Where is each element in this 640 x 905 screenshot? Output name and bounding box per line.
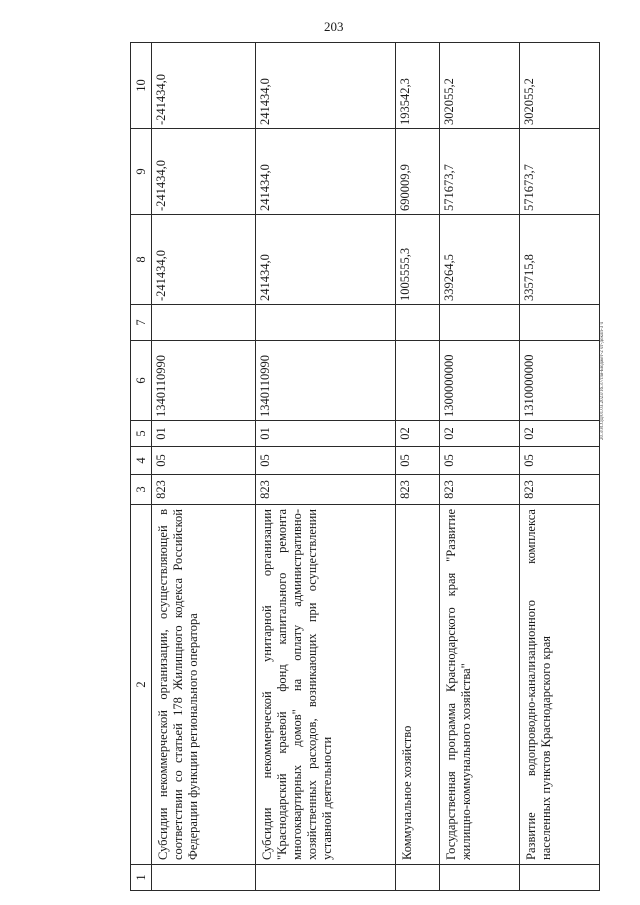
- cell-subsection-code: 01: [256, 421, 396, 447]
- cell-amount-3: 302055,2: [520, 43, 600, 129]
- cell-amount-2: 241434,0: [256, 129, 396, 215]
- cell-section-code: 05: [396, 447, 440, 475]
- budget-table-rotated: [130, 43, 600, 891]
- cell-amount-3: 302055,2: [440, 43, 520, 129]
- cell-expense-type: [440, 305, 520, 341]
- cell-amount-3: 193542,3: [396, 43, 440, 129]
- cell-amount-1: 1005555,3: [396, 215, 440, 305]
- row-description: Коммунальное хозяйство: [396, 505, 440, 865]
- header-cell: 5: [131, 421, 152, 447]
- cell-amount-2: 571673,7: [440, 129, 520, 215]
- cell-expense-type: [256, 305, 396, 341]
- cell-expense-type: [396, 305, 440, 341]
- cell-target-code: 1310000000: [520, 341, 600, 421]
- cell-ministry-code: 823: [396, 475, 440, 505]
- cell-amount-3: 241434,0: [256, 43, 396, 129]
- cell-section-code: 05: [520, 447, 600, 475]
- cell-expense-type: [520, 305, 600, 341]
- header-cell: 8: [131, 215, 152, 305]
- row-description: Развитие водопроводно-канализационного комплекса населенных пунктов Краснодарского края: [520, 505, 600, 865]
- table-row: [256, 43, 396, 891]
- cell-amount-2: 690009,9: [396, 129, 440, 215]
- cell-subsection-code: 02: [520, 421, 600, 447]
- cell-amount-1: 335715,8: [520, 215, 600, 305]
- cell-subsection-code: 01: [152, 421, 256, 447]
- cell-ministry-code: 823: [520, 475, 600, 505]
- header-cell: 2: [131, 505, 152, 865]
- table-row: [152, 43, 256, 891]
- header-cell: 1: [131, 865, 152, 891]
- header-cell: 6: [131, 341, 152, 421]
- row-description: Субсидии некоммерческой организации, осуществляющей в соответствии со статьей 178 Жилищного кодекса Российской Федерации функции регионального оператора: [152, 505, 256, 865]
- header-cell: 4: [131, 447, 152, 475]
- table-row: [520, 43, 600, 891]
- cell-ministry-code: 823: [152, 475, 256, 505]
- cell-expense-type: [152, 305, 256, 341]
- budget-table: [130, 42, 600, 891]
- cell-amount-2: 571673,7: [520, 129, 600, 215]
- cell-col1: [520, 865, 600, 891]
- document-footer-code: 20.3/ЗСОД/01.03.2023/16.37/гля-Бюджет-2 чт-доклп-3 ч: [600, 322, 605, 440]
- table-row: [396, 43, 440, 891]
- cell-target-code: 1300000000: [440, 341, 520, 421]
- cell-subsection-code: 02: [396, 421, 440, 447]
- page-number: 203: [324, 19, 344, 34]
- header-cell: 7: [131, 305, 152, 341]
- cell-col1: [256, 865, 396, 891]
- table-row: [440, 43, 520, 891]
- cell-target-code: [396, 341, 440, 421]
- row-description: Государственная программа Краснодарского края "Развитие жилищно-коммунального хозяйства": [440, 505, 520, 865]
- header-cell: 9: [131, 129, 152, 215]
- row-description: Субсидии некоммерческой унитарной организации "Краснодарский краевой фонд капитального ремонта многоквартирных домов" на оплату административно-хозяйственных расходов, возникающих при осуществлении уставной деятельности: [256, 505, 396, 865]
- cell-target-code: 1340110990: [256, 341, 396, 421]
- cell-amount-2: -241434,0: [152, 129, 256, 215]
- table-header-row: [131, 43, 152, 891]
- cell-subsection-code: 02: [440, 421, 520, 447]
- cell-ministry-code: 823: [440, 475, 520, 505]
- cell-col1: [152, 865, 256, 891]
- cell-target-code: 1340110990: [152, 341, 256, 421]
- cell-amount-1: 339264,5: [440, 215, 520, 305]
- cell-section-code: 05: [440, 447, 520, 475]
- header-cell: 10: [131, 43, 152, 129]
- header-cell: 3: [131, 475, 152, 505]
- cell-amount-1: -241434,0: [152, 215, 256, 305]
- cell-amount-1: 241434,0: [256, 215, 396, 305]
- cell-ministry-code: 823: [256, 475, 396, 505]
- cell-section-code: 05: [152, 447, 256, 475]
- cell-amount-3: -241434,0: [152, 43, 256, 129]
- cell-col1: [396, 865, 440, 891]
- cell-col1: [440, 865, 520, 891]
- cell-section-code: 05: [256, 447, 396, 475]
